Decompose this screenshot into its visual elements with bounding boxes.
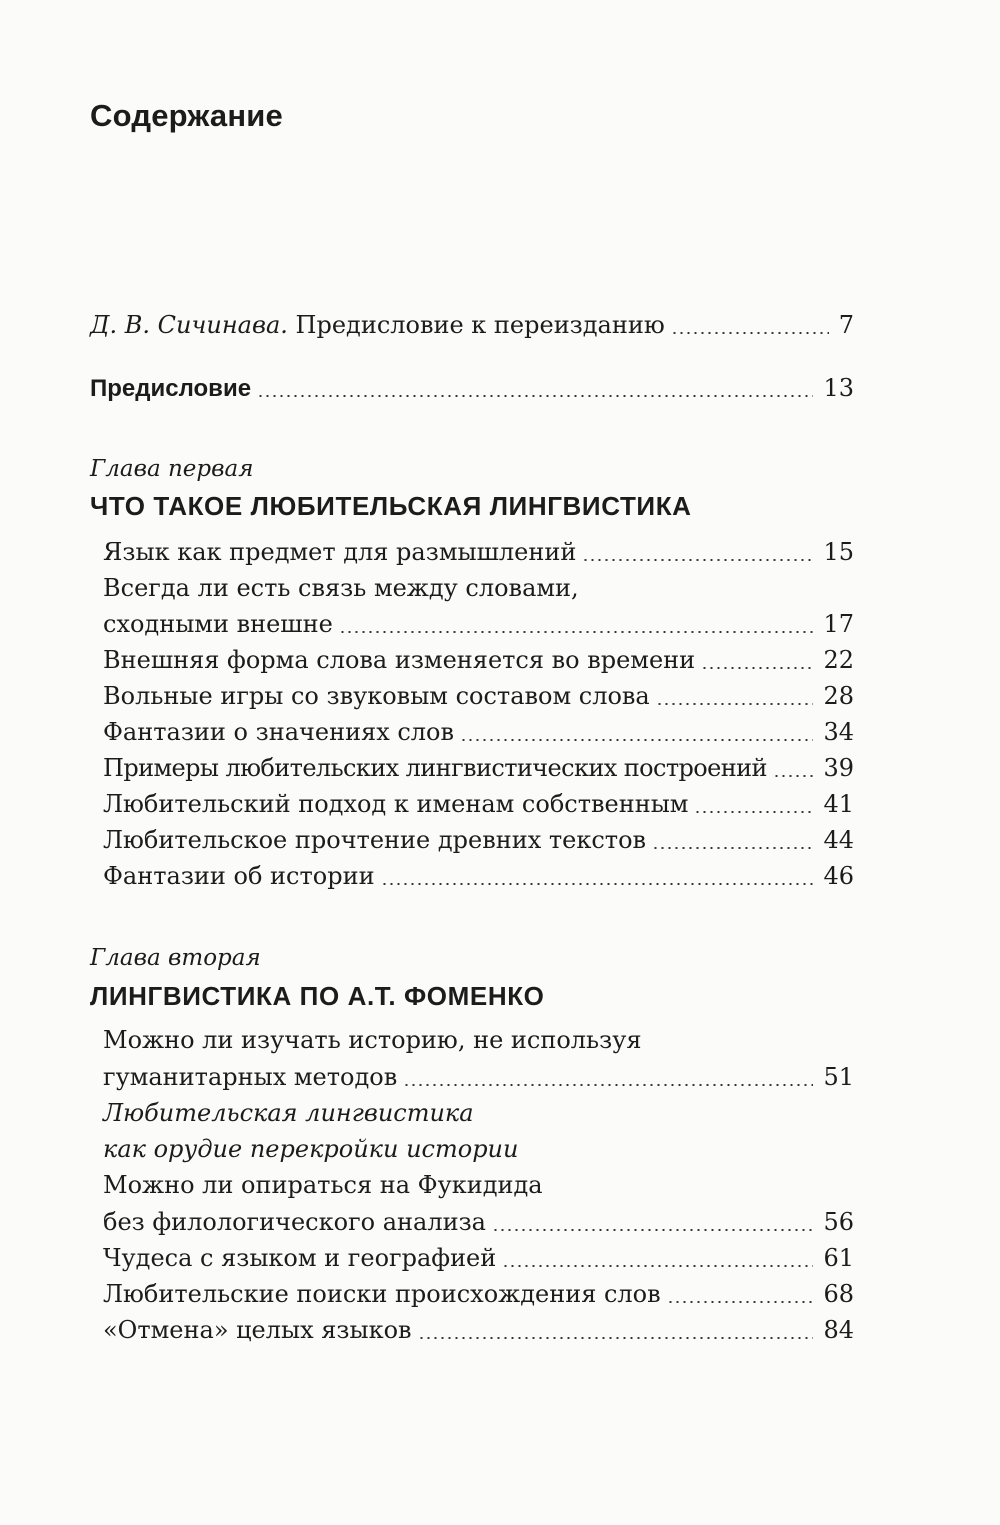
dot-leader [671, 332, 829, 334]
entry-text: Внешняя форма слова изменяется во времени [103, 646, 696, 674]
entry-text: без филологического анализа [103, 1208, 486, 1236]
dot-leader [656, 703, 814, 705]
page-number: 41 [823, 790, 854, 818]
entry-text-line1: Всегда ли есть связь между словами, [103, 574, 579, 602]
page-number: 61 [823, 1244, 854, 1272]
dot-leader [403, 1084, 813, 1086]
page-number: 51 [823, 1063, 854, 1091]
entry-text: Фантазии о значениях слов [103, 718, 455, 746]
chapter-label: Глава вторая [90, 945, 261, 971]
dot-leader [381, 883, 814, 885]
chapter-label: Глава первая [90, 456, 254, 482]
entry-text: Язык как предмет для размышлений [103, 538, 577, 566]
page-number: 7 [838, 311, 854, 339]
toc-entry[interactable] [103, 1240, 854, 1276]
toc-entry[interactable] [103, 858, 854, 894]
entry-text: Предисловие [90, 375, 252, 402]
entry-text: Вольные игры со звуковым составом слова [103, 682, 650, 710]
toc-entry-preface[interactable] [90, 370, 854, 406]
toc-entry[interactable] [103, 534, 854, 570]
dot-leader [257, 395, 813, 397]
toc-entry[interactable] [103, 786, 854, 822]
toc-entry[interactable] [103, 1059, 854, 1095]
page-number: 15 [823, 538, 854, 566]
entry-text: Любительский подход к именам собственным [103, 790, 689, 818]
page-number: 84 [823, 1316, 854, 1344]
toc-entry[interactable] [103, 642, 854, 678]
dot-leader [701, 667, 813, 669]
section-heading-line2: как орудие перекройки истории [103, 1135, 519, 1163]
chapter-title: ЧТО ТАКОЕ ЛЮБИТЕЛЬСКАЯ ЛИНГВИСТИКА [90, 491, 692, 521]
dot-leader [694, 811, 813, 813]
page-number: 34 [823, 718, 854, 746]
dot-leader [667, 1301, 814, 1303]
entry-text: Предисловие к переизданию [295, 311, 665, 339]
entry-text: гуманитарных методов [103, 1063, 398, 1091]
entry-text: Любительские поиски происхождения слов [103, 1280, 661, 1308]
entry-text-line1: Можно ли изучать историю, не используя [103, 1026, 642, 1054]
dot-leader [492, 1229, 813, 1231]
entry-text: сходными внешне [103, 610, 333, 638]
page-number: 39 [823, 754, 854, 782]
section-heading-line1: Любительская лингвистика [103, 1099, 474, 1127]
entry-text-line1: Можно ли опираться на Фукидида [103, 1171, 543, 1199]
page-number: 56 [823, 1208, 854, 1236]
page-number: 68 [823, 1280, 854, 1308]
entry-text: Примеры любительских лингвистических построений [103, 754, 767, 782]
dot-leader [582, 559, 813, 561]
dot-leader [460, 739, 813, 741]
toc-entry[interactable] [103, 1276, 854, 1312]
dot-leader [652, 847, 813, 849]
dot-leader [502, 1265, 813, 1267]
toc-entry[interactable] [103, 678, 854, 714]
toc-entry[interactable] [103, 750, 854, 786]
page-number: 28 [823, 682, 854, 710]
toc-entry-preface-reissue[interactable] [90, 307, 854, 343]
page-number: 44 [823, 826, 854, 854]
dot-leader [339, 631, 814, 633]
entry-text: Фантазии об истории [103, 862, 375, 890]
toc-entry[interactable] [103, 1204, 854, 1240]
toc-entry[interactable] [103, 714, 854, 750]
toc-entry[interactable] [103, 1312, 854, 1348]
page-number: 13 [823, 374, 854, 402]
chapter-title: ЛИНГВИСТИКА ПО А.Т. ФОМЕНКО [90, 981, 545, 1011]
toc-entry[interactable] [103, 606, 854, 642]
page-title: Содержание [90, 98, 283, 133]
dot-leader [773, 775, 814, 777]
page-number: 17 [823, 610, 854, 638]
entry-author: Д. В. Сичинава. [90, 311, 288, 339]
entry-text: Чудеса с языком и географией [103, 1244, 497, 1272]
entry-text: «Отмена» целых языков [103, 1316, 412, 1344]
toc-entry[interactable] [103, 822, 854, 858]
page-number: 22 [823, 646, 854, 674]
entry-text: Любительское прочтение древних текстов [103, 826, 647, 854]
page-number: 46 [823, 862, 854, 890]
dot-leader [418, 1337, 814, 1339]
